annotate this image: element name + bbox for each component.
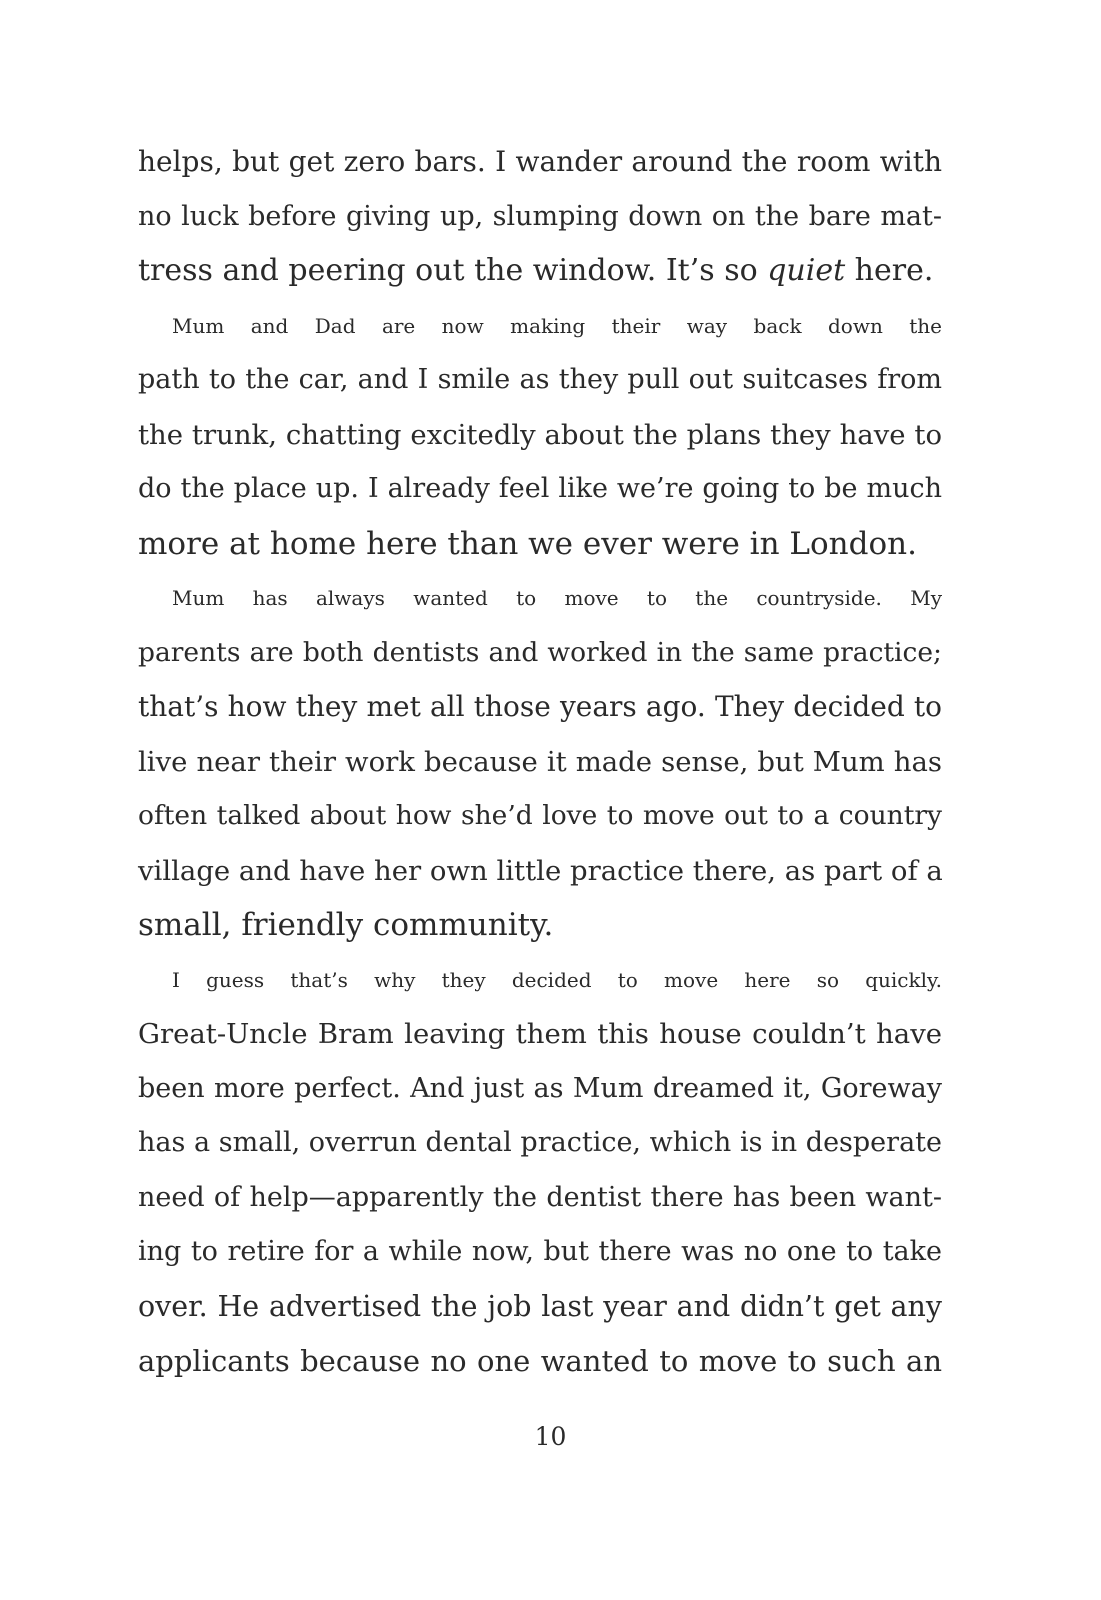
text-line: been more perfect. And just as Mum dreamed it, Goreway — [138, 1072, 942, 1104]
text-line: I guess that’s why they decided to move here so quickly. — [172, 967, 942, 992]
text-line: that’s how they met all those years ago. They decided to — [138, 690, 942, 723]
text-line — [138, 244, 942, 299]
text-segment: here. — [845, 253, 934, 288]
page-number: 10 — [534, 1422, 567, 1451]
text-line: no luck before giving up, slumping down on the bare mat- — [138, 200, 942, 232]
text-line: Mum has always wanted to move to the countryside. My — [172, 586, 942, 610]
text-segment: tress and peering out the window. It’s so — [138, 253, 768, 288]
text-line: over. He advertised the job last year and didn’t get any — [138, 1289, 942, 1323]
text-line: ing to retire for a while now, but there was no one to take — [138, 1236, 942, 1267]
emphasis-text: quiet — [767, 253, 846, 288]
text-line: path to the car, and I smile as they pull out suitcases from — [138, 364, 942, 395]
text-line: live near their work because it made sense, but Mum has — [138, 745, 942, 778]
text-line: need of help—apparently the dentist there has been want- — [138, 1181, 942, 1213]
text-line: small, friendly community. — [138, 907, 554, 943]
text-line: do the place up. I already feel like we’re going to be much — [138, 473, 942, 504]
text-line: village and have her own little practice there, as part of a — [138, 854, 943, 887]
text-line: has a small, overrun dental practice, which is in desperate — [138, 1127, 942, 1158]
text-line: often talked about how she’d love to move out to a country — [138, 800, 942, 831]
body-text — [138, 135, 942, 1389]
text-line: the trunk, chatting excitedly about the plans they have to — [138, 418, 942, 451]
text-line: applicants because no one wanted to move to such an — [138, 1344, 942, 1378]
text-line: parents are both dentists and worked in the same practice; — [138, 636, 942, 668]
text-line: Mum and Dad are now making their way back down the — [172, 313, 942, 338]
text-line: more at home here than we ever were in London. — [138, 525, 917, 562]
text-line: helps, but get zero bars. I wander around the room with — [138, 145, 942, 178]
text-line: Great-Uncle Bram leaving them this house couldn’t have — [138, 1018, 942, 1050]
